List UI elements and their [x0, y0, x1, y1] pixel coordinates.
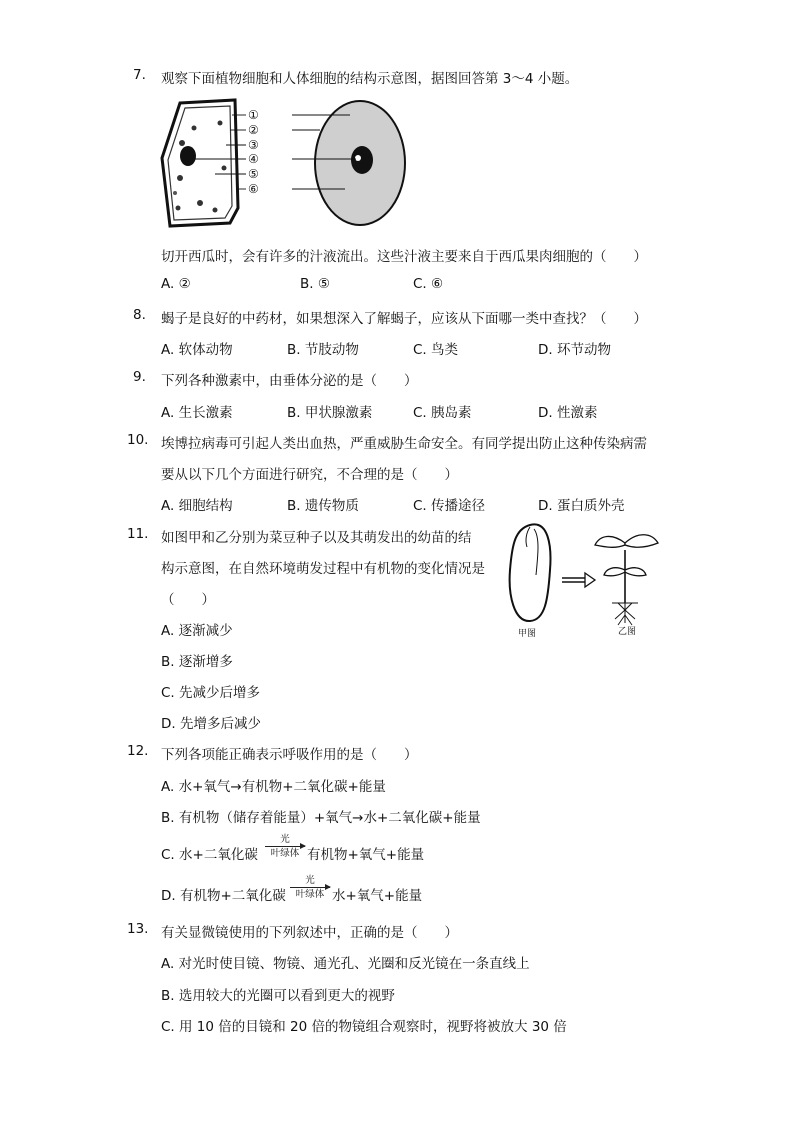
question-12-option-c[interactable] [161, 843, 258, 863]
question-13-option-c[interactable]: C. 用 10 倍的目镜和 20 倍的物镜组合观察时，视野将被放大 30 倍 [161, 1019, 567, 1035]
arrow-line [265, 846, 305, 847]
diagram-label-5: ⑤ [248, 167, 259, 181]
question-9-option-d[interactable]: D. 性激素 [538, 405, 598, 421]
question-13-option-a[interactable]: A. 对光时使目镜、物镜、通光孔、光圈和反光镜在一条直线上 [161, 956, 530, 972]
plant-cell-figure [162, 100, 238, 226]
question-8-number: 8. [133, 307, 146, 323]
arrow-condition-light: 光 [305, 875, 315, 886]
question-11-number: 11. [127, 526, 149, 542]
question-8-option-c[interactable]: C. 鸟类 [413, 342, 459, 358]
figure-label-yi: 乙图 [618, 627, 637, 637]
arrow-condition-chloroplast: 叶绿体 [295, 889, 325, 900]
question-11-option-b[interactable]: B. 逐渐增多 [161, 654, 233, 670]
question-7-option-a[interactable]: A. ② [161, 276, 191, 292]
seed-seedling-diagram [500, 515, 670, 640]
arrow-line [290, 887, 330, 888]
question-9-option-a[interactable]: A. 生长激素 [161, 405, 233, 421]
question-10-option-a[interactable]: A. 细胞结构 [161, 498, 233, 514]
question-11-text-line-1: 如图甲和乙分别为菜豆种子以及其萌发出的幼苗的结 [161, 530, 472, 546]
question-11-option-c[interactable]: C. 先减少后增多 [161, 685, 261, 701]
question-11-option-d[interactable]: D. 先增多后减少 [161, 716, 261, 732]
option-d-right: 水+氧气+能量 [332, 888, 423, 904]
diagram-label-6: ⑥ [248, 182, 259, 196]
question-11-text-line-3: （ ） [161, 592, 215, 608]
question-12-text: 下列各项能正确表示呼吸作用的是（ ） [161, 747, 418, 763]
bean-seedling-figure [595, 535, 658, 625]
cell-structure-diagram [160, 98, 420, 228]
question-10-option-b[interactable]: B. 遗传物质 [287, 498, 359, 514]
question-9-number: 9. [133, 369, 146, 385]
question-9-option-b[interactable]: B. 甲状腺激素 [287, 405, 373, 421]
question-12-option-a[interactable]: A. 水+氧气→有机物+二氧化碳+能量 [161, 779, 386, 795]
option-d-left: D. 有机物+二氧化碳 [161, 888, 286, 904]
question-9-option-c[interactable]: C. 胰岛素 [413, 405, 472, 421]
question-9-text: 下列各种激素中，由垂体分泌的是（ ） [161, 373, 418, 389]
question-11-option-a[interactable]: A. 逐渐减少 [161, 623, 233, 639]
diagram-label-2: ② [248, 123, 259, 137]
arrow-condition-chloroplast: 叶绿体 [270, 848, 300, 859]
question-8-option-d[interactable]: D. 环节动物 [538, 342, 611, 358]
diagram-label-1: ① [248, 108, 259, 122]
question-7-sub-question: 切开西瓜时，会有许多的汁液流出。这些汁液主要来自于西瓜果肉细胞的（ ） [161, 249, 647, 265]
question-8-option-b[interactable]: B. 节肢动物 [287, 342, 359, 358]
option-c-reaction-arrow [265, 834, 305, 859]
question-8-text: 蝎子是良好的中药材，如果想深入了解蝎子，应该从下面哪一类中查找？（ ） [161, 311, 647, 327]
question-10-option-d[interactable]: D. 蛋白质外壳 [538, 498, 625, 514]
question-13-number: 13. [127, 921, 149, 937]
question-7-number: 7. [133, 67, 146, 83]
question-7-option-b[interactable]: B. ⑤ [300, 276, 330, 292]
human-cell-figure [315, 101, 405, 225]
question-7-option-c[interactable]: C. ⑥ [413, 276, 444, 292]
question-7-text: 观察下面植物细胞和人体细胞的结构示意图，据图回答第 3～4 小题。 [161, 71, 579, 87]
question-8-option-a[interactable]: A. 软体动物 [161, 342, 233, 358]
option-d-reaction-arrow [290, 875, 330, 900]
question-12-option-d[interactable] [161, 884, 286, 904]
diagram-label-3: ③ [248, 138, 259, 152]
diagram-label-4: ④ [248, 152, 259, 166]
question-10-text-line-1: 埃博拉病毒可引起人类出血热，严重威胁生命安全。有同学提出防止这种传染病需 [161, 436, 647, 452]
arrow-condition-light: 光 [280, 834, 290, 845]
figure-label-jia: 甲图 [518, 629, 537, 639]
question-10-number: 10. [127, 432, 149, 448]
question-10-text-line-2: 要从以下几个方面进行研究，不合理的是（ ） [161, 467, 458, 483]
question-13-option-b[interactable]: B. 选用较大的光圈可以看到更大的视野 [161, 988, 395, 1004]
question-12-number: 12. [127, 743, 149, 759]
question-12-option-b[interactable]: B. 有机物（储存着能量）+氧气→水+二氧化碳+能量 [161, 810, 481, 826]
option-c-right: 有机物+氧气+能量 [307, 847, 425, 863]
question-10-option-c[interactable]: C. 传播途径 [413, 498, 486, 514]
growth-arrow [562, 573, 595, 587]
option-c-left: C. 水+二氧化碳 [161, 847, 258, 863]
question-11-text-line-2: 构示意图，在自然环境萌发过程中有机物的变化情况是 [161, 561, 485, 577]
bean-seed-figure [510, 524, 551, 621]
question-13-text: 有关显微镜使用的下列叙述中，正确的是（ ） [161, 925, 458, 941]
